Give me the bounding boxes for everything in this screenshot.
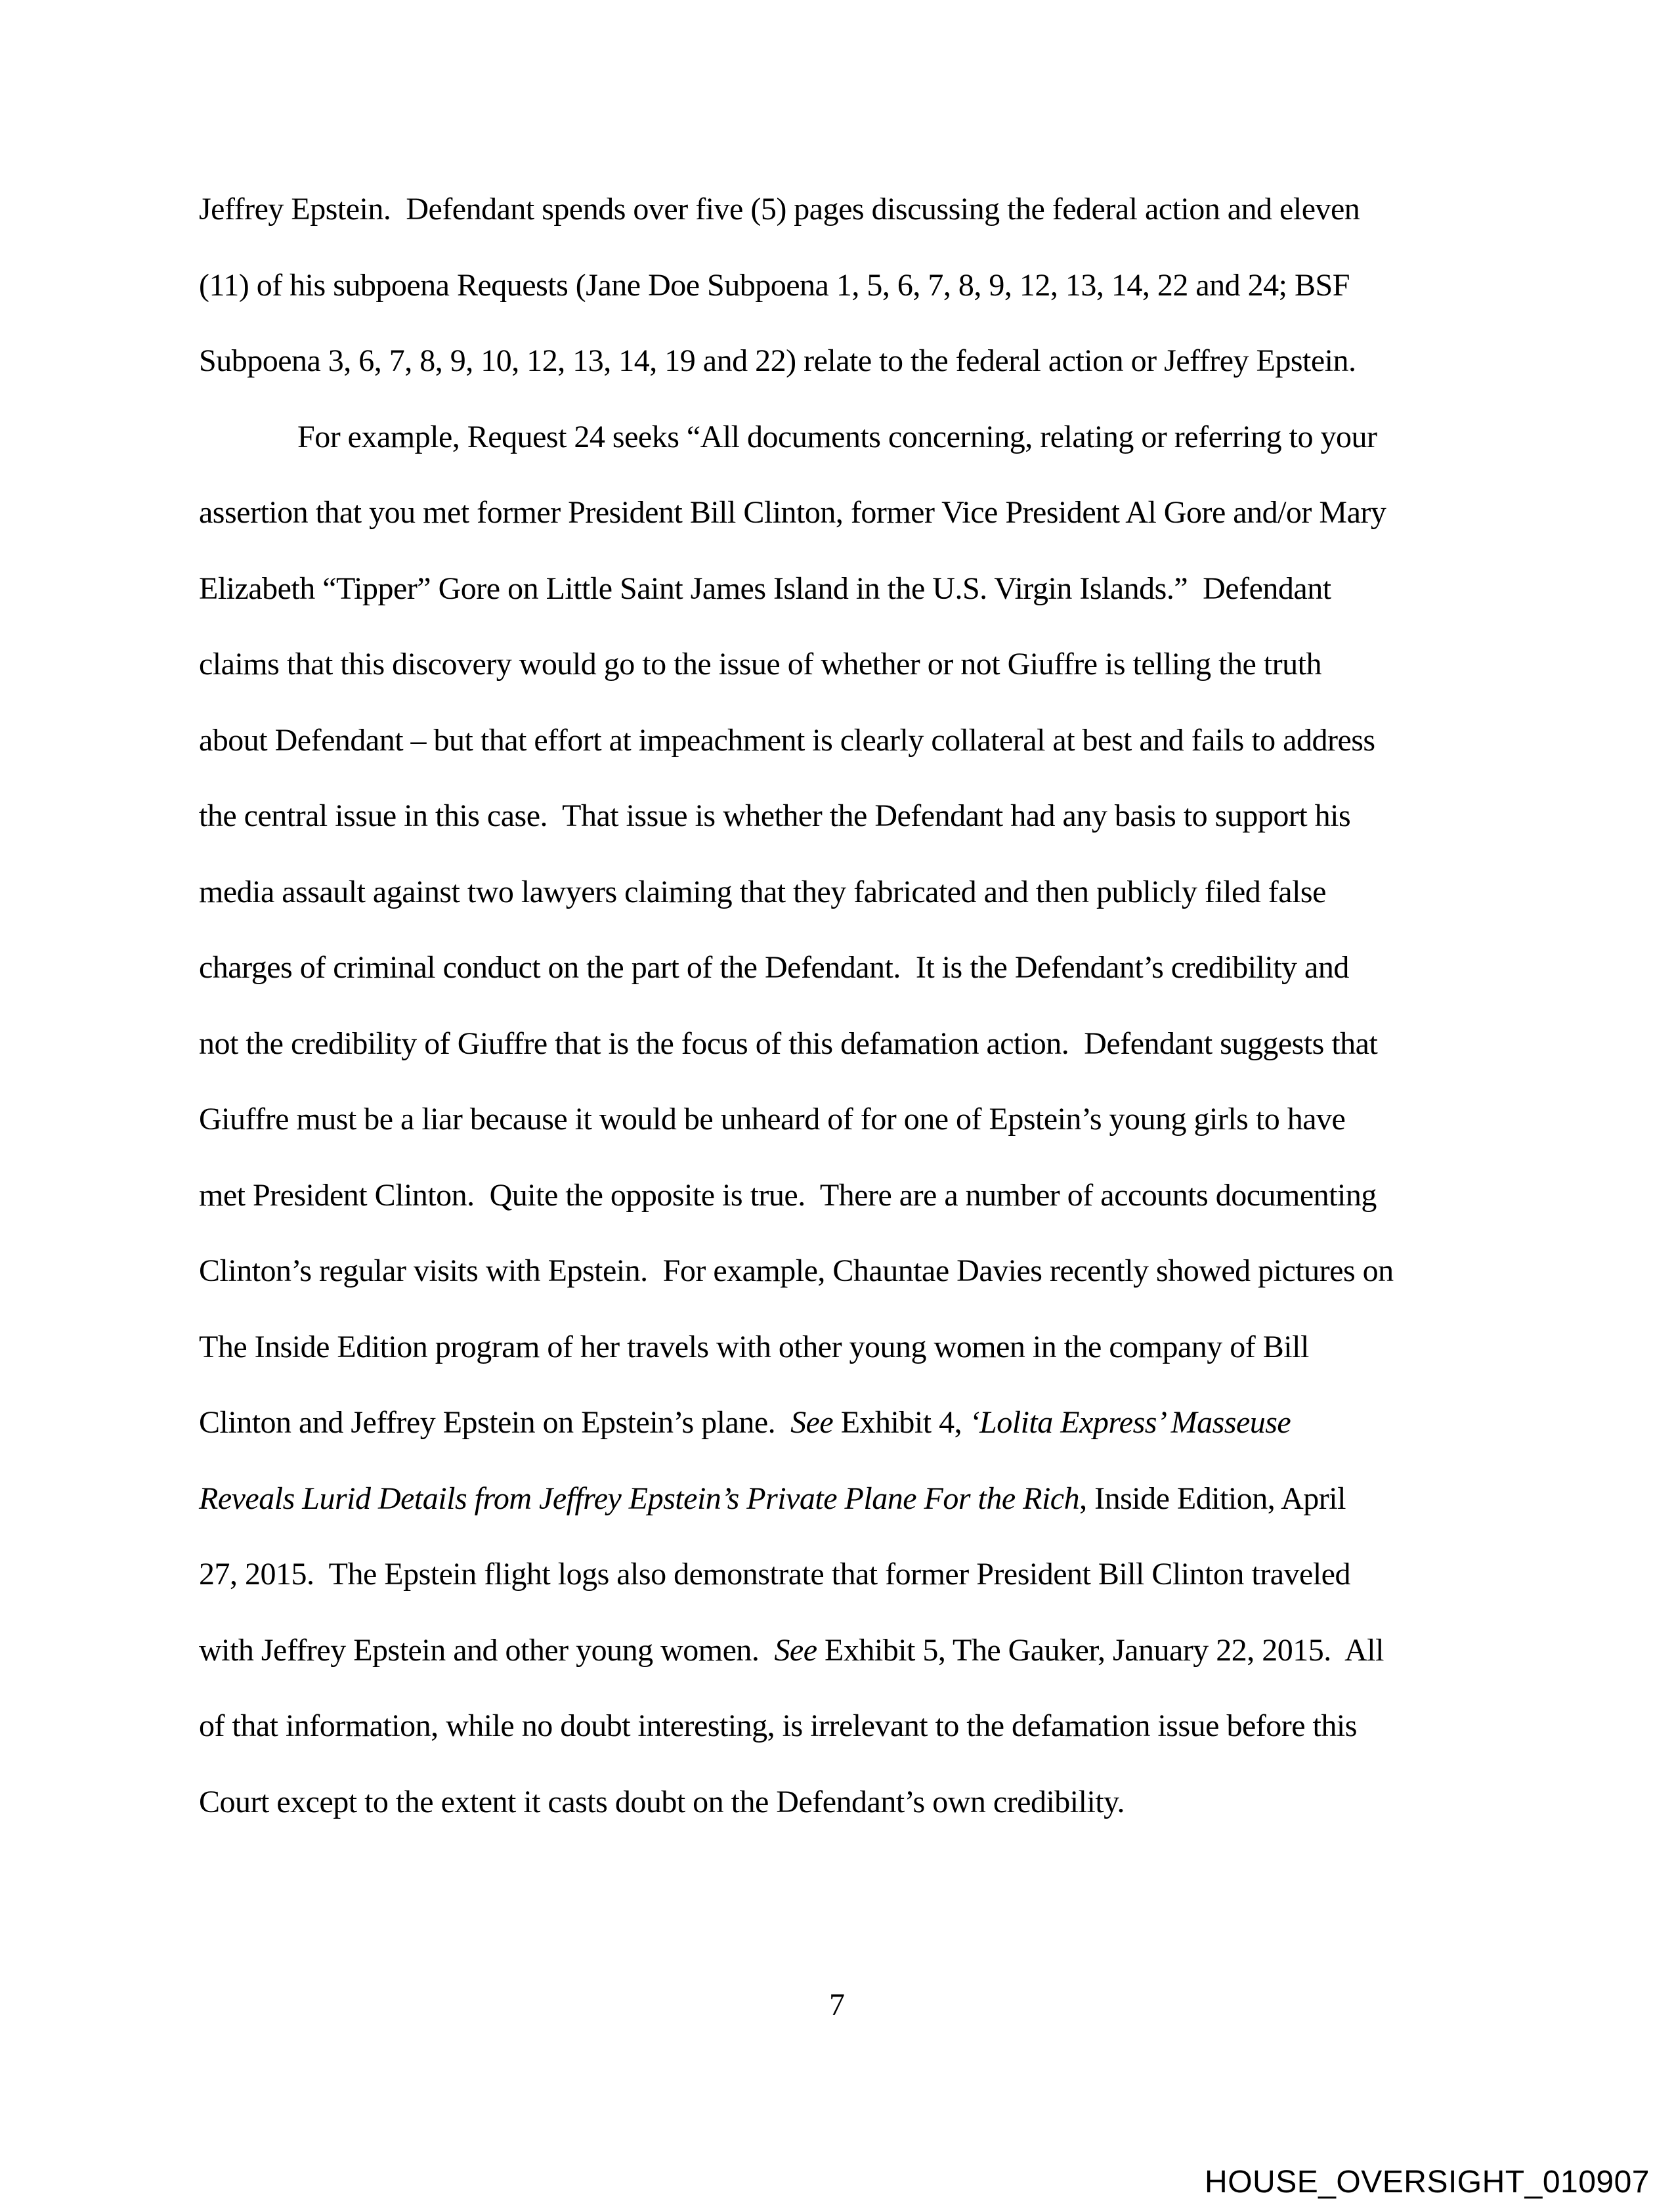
text-run: claims that this discovery would go to the issue of whether or not Giuffre is telling the truth (199, 647, 1321, 682)
text-run: 27, 2015. The Epstein flight logs also demonstrate that former President Bill Clinton traveled (199, 1557, 1350, 1592)
text-line (199, 703, 1518, 779)
text-line (199, 248, 1518, 324)
text-run-italic: Reveals Lurid Details from Jeffrey Epstein’s Private Plane For the Rich (199, 1481, 1080, 1516)
text-run: Jeffrey Epstein. Defendant spends over five (5) pages discussing the federal action and eleven (199, 192, 1360, 227)
text-run: For example, Request 24 seeks “All documents concerning, relating or referring to your (297, 419, 1377, 454)
text-line (199, 854, 1518, 930)
text-line (199, 1081, 1518, 1158)
text-run: Clinton and Jeffrey Epstein on Epstein’s plane. (199, 1405, 791, 1440)
text-run: about Defendant – but that effort at impeachment is clearly collateral at best and fails to address (199, 722, 1375, 758)
text-run-italic: ‘Lolita Express’ Masseuse (969, 1405, 1291, 1440)
text-run: The Inside Edition program of her travels with other young women in the company of Bill (199, 1329, 1309, 1364)
text-line (199, 778, 1518, 854)
text-run: (11) of his subpoena Requests (Jane Doe Subpoena 1, 5, 6, 7, 8, 9, 12, 13, 14, 22 and 24; BSF (199, 267, 1350, 303)
text-run: Subpoena 3, 6, 7, 8, 9, 10, 12, 13, 14, 19 and 22) relate to the federal action or Jeffrey Epstein. (199, 343, 1356, 378)
text-run-italic: See (774, 1632, 817, 1668)
text-run: Elizabeth “Tipper” Gore on Little Saint James Island in the U.S. Virgin Islands.” Defendant (199, 571, 1331, 606)
document-body (199, 171, 1518, 1840)
text-line (199, 475, 1518, 551)
text-run: of that information, while no doubt interesting, is irrelevant to the defamation issue before this (199, 1708, 1357, 1743)
text-line (199, 1006, 1518, 1082)
text-line (199, 1233, 1518, 1309)
text-run: with Jeffrey Epstein and other young women. (199, 1632, 775, 1668)
text-line (199, 1461, 1518, 1537)
text-line (199, 1613, 1518, 1689)
text-run: Exhibit 4, (833, 1405, 970, 1440)
text-run: charges of criminal conduct on the part of the Defendant. It is the Defendant’s credibility and (199, 950, 1349, 985)
text-line (199, 1688, 1518, 1764)
text-line (199, 626, 1518, 703)
text-run: , Inside Edition, April (1079, 1481, 1346, 1516)
text-run: Exhibit 5, The Gauker, January 22, 2015. All (817, 1632, 1384, 1668)
text-line (199, 171, 1518, 248)
text-run: assertion that you met former President Bill Clinton, former Vice President Al Gore and/or Mary (199, 495, 1386, 530)
text-run: the central issue in this case. That issue is whether the Defendant had any basis to support his (199, 798, 1351, 833)
text-run: Court except to the extent it casts doubt on the Defendant’s own credibility. (199, 1784, 1125, 1819)
page-number: 7 (829, 1987, 845, 2022)
text-line (199, 323, 1518, 399)
text-run: Giuffre must be a liar because it would be unheard of for one of Epstein’s young girls to have (199, 1102, 1346, 1137)
text-line (199, 1536, 1518, 1613)
text-line (199, 1764, 1518, 1840)
text-line (199, 551, 1518, 627)
text-run: not the credibility of Giuffre that is the focus of this defamation action. Defendant suggests that (199, 1026, 1378, 1061)
text-run: media assault against two lawyers claiming that they fabricated and then publicly filed false (199, 874, 1326, 909)
text-line (199, 399, 1518, 475)
text-line (199, 1158, 1518, 1234)
text-line (199, 930, 1518, 1006)
text-run: Clinton’s regular visits with Epstein. For example, Chauntae Davies recently showed pictures on (199, 1253, 1394, 1288)
text-line (199, 1309, 1518, 1385)
bates-stamp: HOUSE_OVERSIGHT_010907 (1205, 2165, 1650, 2200)
text-run: met President Clinton. Quite the opposite is true. There are a number of accounts documenting (199, 1177, 1377, 1213)
text-line (199, 1385, 1518, 1461)
text-run-italic: See (790, 1405, 834, 1440)
